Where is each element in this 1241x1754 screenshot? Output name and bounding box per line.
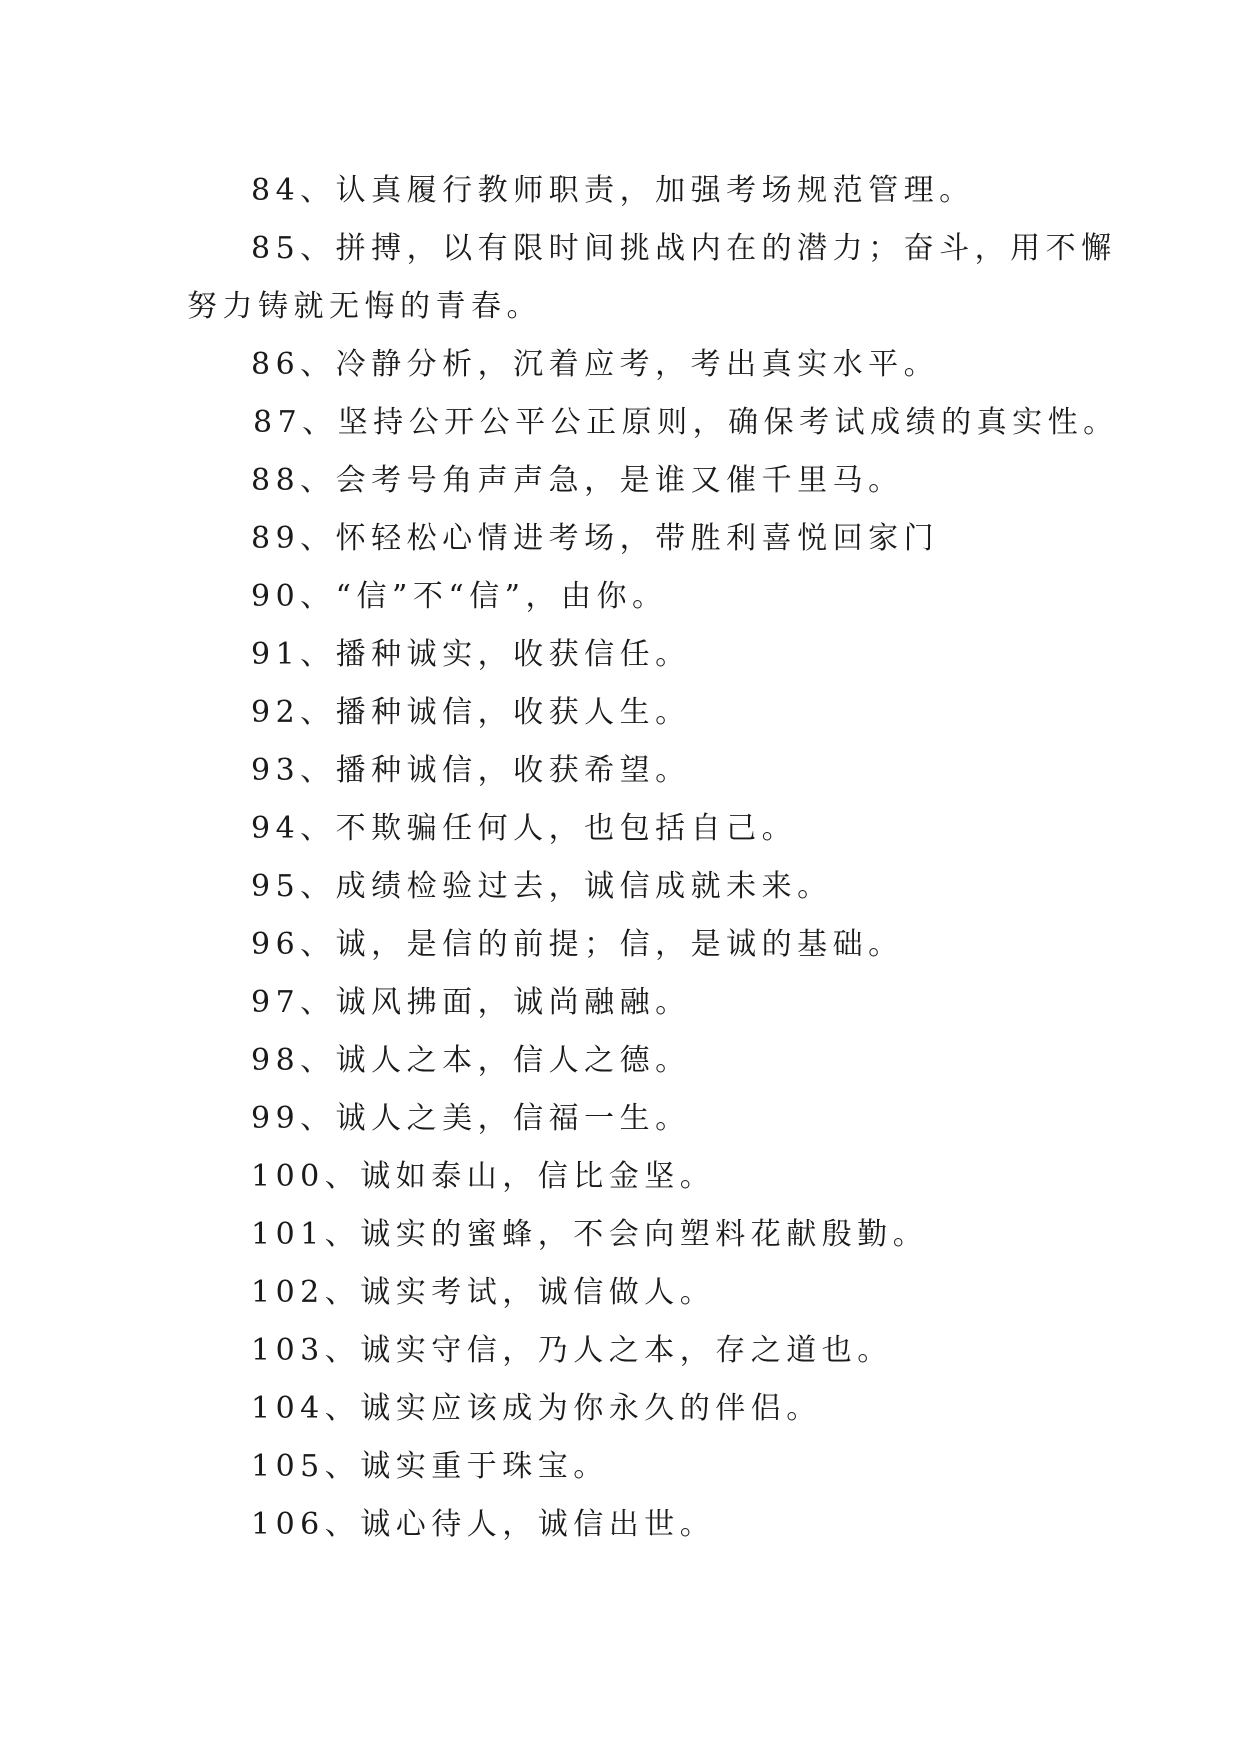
- paragraph-85-continuation: 努力铸就无悔的青春。: [187, 289, 542, 324]
- paragraph-97: 97、诚风拂面，诚尚融融。: [251, 985, 691, 1020]
- paragraph-103: 103、诚实守信，乃人之本，存之道也。: [251, 1333, 893, 1368]
- paragraph-99: 99、诚人之美，信福一生。: [251, 1101, 691, 1136]
- paragraph-106: 106、诚心待人，诚信出世。: [251, 1507, 716, 1542]
- paragraph-102: 102、诚实考试，诚信做人。: [251, 1275, 716, 1310]
- paragraph-85: 85、拼搏，以有限时间挑战内在的潜力；奋斗，用不懈: [251, 231, 1117, 266]
- paragraph-96: 96、诚，是信的前提；信，是诚的基础。: [251, 927, 904, 962]
- paragraph-88: 88、会考号角声声急，是谁又催千里马。: [251, 463, 904, 498]
- paragraph-100: 100、诚如泰山，信比金坚。: [251, 1159, 716, 1194]
- paragraph-95: 95、成绩检验过去，诚信成就未来。: [251, 869, 833, 904]
- paragraph-98: 98、诚人之本，信人之德。: [251, 1043, 691, 1078]
- paragraph-89: 89、怀轻松心情进考场，带胜利喜悦回家门: [251, 521, 940, 556]
- paragraph-104: 104、诚实应该成为你永久的伴侣。: [251, 1391, 822, 1426]
- paragraph-86: 86、冷静分析，沉着应考，考出真实水平。: [251, 347, 940, 382]
- paragraph-93: 93、播种诚信，收获希望。: [251, 753, 691, 788]
- paragraph-90: 90、“信”不“信”，由你。: [251, 579, 668, 614]
- paragraph-91: 91、播种诚实，收获信任。: [251, 637, 691, 672]
- paragraph-87: 87、坚持公开公平公正原则，确保考试成绩的真实性。: [253, 405, 1119, 440]
- paragraph-94: 94、不欺骗任何人，也包括自己。: [251, 811, 798, 846]
- paragraph-105: 105、诚实重于珠宝。: [251, 1449, 609, 1484]
- document-body: [187, 162, 1119, 1554]
- paragraph-101: 101、诚实的蜜蜂，不会向塑料花献殷勤。: [251, 1217, 929, 1252]
- paragraph-92: 92、播种诚信，收获人生。: [251, 695, 691, 730]
- paragraph-84: 84、认真履行教师职责，加强考场规范管理。: [251, 173, 975, 208]
